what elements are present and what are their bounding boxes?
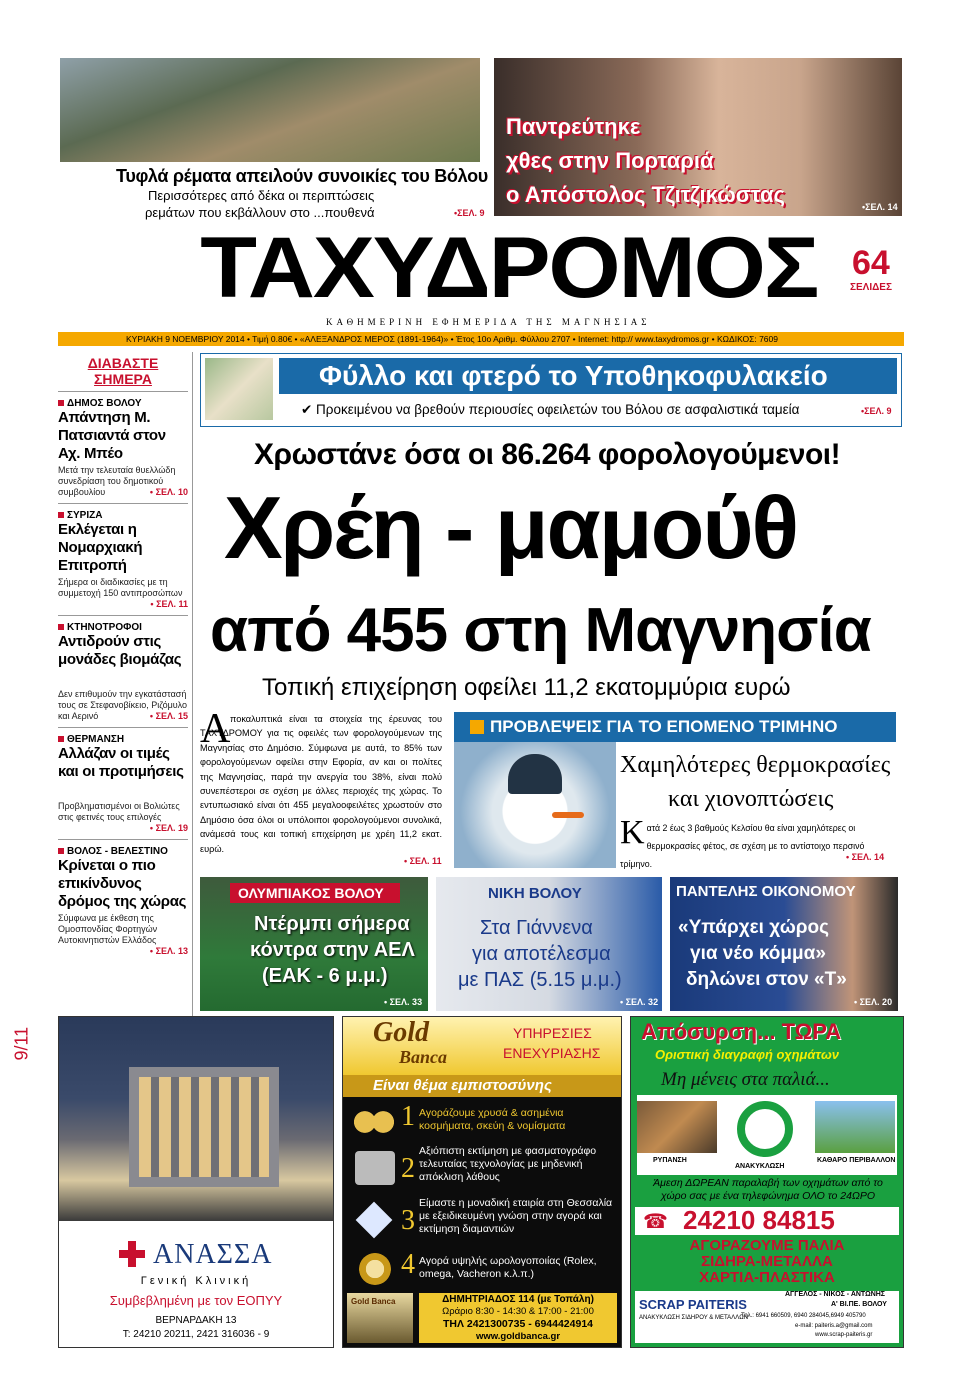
mortgage-title: Φύλλο και φτερό το Υποθηκοφυλακείο (319, 360, 828, 391)
money-photo (205, 358, 273, 420)
sidebar-item[interactable] (58, 510, 188, 609)
sidebar-item[interactable] (58, 622, 188, 721)
anassa-address: ΒΕΡΝΑΡΔΑΚΗ 13 (155, 1315, 237, 1326)
weather-text (620, 814, 892, 872)
scrap-buy-1: ΑΓΟΡΑΖΟΥΜΕ ΠΑΛΙΑ (689, 1237, 845, 1254)
ad-scrap[interactable] (630, 1016, 904, 1348)
gold-brand-2: Banca (399, 1047, 448, 1067)
gold-item-text: Αξιόπιστη εκτίμηση με φασματογράφο τελευταίας τεχνολογίας με μηδενική απόκλιση λάθους (419, 1145, 597, 1183)
anassa-phones: Τ: 24210 20211, 2421 316036 - 9 (122, 1329, 270, 1340)
sports-line-1: Στα Γιάννενα (480, 917, 593, 939)
lead-drop-cap: Α (200, 706, 231, 752)
scrap-buy-2: ΣΙΔΗΡΑ-ΜΕΤΑΛΛΑ (701, 1253, 833, 1270)
gold-item (347, 1103, 617, 1143)
gold-item (347, 1197, 617, 1247)
scrap-tel: Τηλ.: 6941 660509, 6940 284045,6949 405790 (741, 1313, 866, 1319)
scrap-graphic (637, 1095, 897, 1175)
gold-brand-1: Gold (373, 1017, 429, 1048)
info-bar (58, 332, 904, 346)
wedding-page-ref: •ΣΕΛ. 14 (862, 202, 898, 212)
sidebar-title: Κρίνεται ο πιο επικίνδυνος δρόμος της χώρας (58, 857, 187, 910)
weather-body: ατά 2 έως 3 βαθμούς Κελσίου θα είναι χαμηλότερες οι θερμοκρασίες φέτος, σε σχέση με το αντίστοιχο περσινό τρίμηνο. (620, 823, 865, 869)
snowman-photo (454, 742, 616, 868)
spectrometer-icon (355, 1151, 395, 1185)
snowman-nose (552, 812, 584, 818)
sidebar-title: Εκλέγεται η Νομαρχιακή Επιτροπή (58, 521, 143, 574)
coins-icon (351, 1107, 397, 1137)
sports-line-3: δηλώνει στον «Τ» (686, 969, 847, 990)
anassa-cross-icon (119, 1241, 145, 1267)
gold-shop-photo (347, 1293, 413, 1343)
sports-line-3: (ΕΑΚ - 6 μ.μ.) (262, 965, 388, 987)
weather-banner-text: ΠΡΟΒΛΕΨΕΙΣ ΓΙΑ ΤΟ ΕΠΟΜΕΝΟ ΤΡΙΜΗΝΟ (490, 717, 838, 736)
sidebar-ref: • ΣΕΛ. 15 (149, 711, 188, 721)
side-date: 9/11 (11, 1026, 32, 1061)
gold-item (347, 1145, 617, 1195)
gold-trust-bar (343, 1075, 621, 1097)
junk-car-photo (637, 1101, 717, 1153)
scrap-label-recycle: ΑΝΑΚΥΚΛΩΣΗ (735, 1163, 785, 1170)
sports-card[interactable] (200, 877, 428, 1011)
scrap-phone-bar (635, 1207, 899, 1235)
sports-ref: • ΣΕΛ. 32 (620, 997, 659, 1007)
lead-ref: • ΣΕΛ. 11 (404, 856, 442, 866)
sports-line-3: με ΠΑΣ (5.15 μ.μ.) (458, 969, 622, 991)
phone-icon: ☎ (643, 1211, 668, 1233)
sports-line-1: Ντέρμπι σήμερα (254, 913, 410, 935)
ad-gold-banca[interactable] (342, 1016, 622, 1348)
weather-box[interactable] (454, 712, 896, 868)
sidebar-text: Προβληματισμένοι οι Βολιώτες στις φετινές τους επιλογές (58, 801, 180, 822)
sidebar-kicker: ΣΥΡΙΖΑ (58, 510, 188, 521)
sports-ref: • ΣΕΛ. 33 (384, 997, 423, 1007)
top-left-story (60, 58, 488, 222)
weather-title-1: Χαμηλότερες θερμοκρασίες (620, 752, 891, 778)
sidebar-ref: • ΣΕΛ. 11 (150, 599, 188, 609)
scrap-company: SCRAP PAITERIS (639, 1297, 747, 1312)
gold-item-number: 4 (401, 1249, 415, 1280)
stream-photo (60, 58, 480, 162)
top-right-story (494, 58, 902, 216)
weather-ref: • ΣΕΛ. 14 (846, 852, 885, 862)
sidebar-ref: • ΣΕΛ. 13 (149, 946, 188, 956)
top-left-headline: Τυφλά ρέματα απειλούν συνοικίες του Βόλου (116, 166, 488, 186)
clean-env-photo (815, 1101, 895, 1153)
gold-services-2: ΕΝΕΧΥΡΙΑΣΗΣ (503, 1045, 601, 1061)
scrap-label-env: ΚΑΘΑΡΟ ΠΕΡΙΒΑΛΛΟΝ (817, 1157, 896, 1164)
sports-line-2: για αποτέλεσμα (472, 943, 611, 965)
mortgage-banner[interactable] (200, 353, 902, 427)
scrap-company-sub: ΑΝΑΚΥΚΛΩΣΗ ΣΙΔΗΡΟΥ & ΜΕΤΑΛΛΩΝ (639, 1315, 749, 1321)
scrap-footer (635, 1291, 899, 1343)
gold-item-number: 1 (401, 1101, 415, 1132)
gold-shop-sign: Gold Banca (351, 1297, 396, 1306)
gold-contact-box (419, 1293, 617, 1343)
pages-label: ΣΕΛΙΔΕΣ (850, 282, 892, 293)
mortgage-title-bar (279, 358, 897, 394)
mortgage-ref: •ΣΕΛ. 9 (861, 406, 892, 416)
weather-banner-square (470, 720, 484, 734)
sports-label: ΝΙΚΗ ΒΟΛΟΥ (488, 885, 582, 902)
wedding-line-1: Παντρεύτηκε (506, 114, 641, 139)
snowman-hat (508, 754, 562, 794)
gold-item-text: Αγοράζουμε χρυσά & ασημένια κοσμήματα, σκεύη & νομίσματα (419, 1107, 566, 1132)
sidebar-ref: • ΣΕΛ. 10 (149, 487, 188, 497)
wedding-line-2: χθες στην Πορταριά (506, 148, 714, 173)
scrap-buy-3: ΧΑΡΤΙΑ-ΠΛΑΣΤΙΚΑ (699, 1269, 835, 1286)
top-left-page-ref: •ΣΕΛ. 9 (454, 208, 485, 218)
gold-web: www.goldbanca.gr (475, 1331, 561, 1342)
sidebar-ref: • ΣΕΛ. 19 (149, 823, 188, 833)
gold-item-number: 2 (401, 1153, 415, 1184)
sidebar-item[interactable] (58, 398, 188, 497)
gold-phone: ΤΗΛ 2421300735 - 6944424914 (442, 1318, 594, 1330)
scrap-subtitle: Οριστική διαγραφή οχημάτων (655, 1047, 840, 1062)
lead-body (200, 706, 444, 867)
recycle-icon (737, 1101, 793, 1157)
wedding-line-3: ο Απόστολος Τζιτζικώστας (506, 182, 785, 207)
gold-item-text: Είμαστε η μοναδική εταιρία στη Θεσσαλία με εξειδικευμένη γνώση στην αγορά και εκτίμηση διαμαντιών (419, 1197, 613, 1235)
sidebar-text: Μετά την τελευταία θυελλώδη συνεδρίαση του δημοτικού συμβουλίου (58, 465, 176, 497)
lead-kicker: Χρωστάνε όσα οι 86.264 φορολογούμενοι! (254, 438, 841, 471)
sports-label: ΟΛΥΜΠΙΑΚΟΣ ΒΟΛΟΥ (238, 885, 384, 901)
weather-banner (454, 712, 896, 742)
scrap-offer: Άμεση ΔΩΡΕΑΝ παραλαβή των οχημάτων από το χώρο σας με ένα τηλεφώνημα ΟΛΟ το 24ΩΡΟ (653, 1177, 883, 1202)
scrap-email: e-mail: paiteris.a@gmail.com (795, 1323, 873, 1329)
scrap-slogan: Μη μένεις στα παλιά... (661, 1069, 830, 1090)
sidebar (58, 355, 188, 1015)
scrap-label-pollution: ΡΥΠΑΝΣΗ (653, 1157, 687, 1164)
sidebar-kicker: ΒΟΛΟΣ - ΒΕΛΕΣΤΙΝΟ (58, 846, 188, 857)
sidebar-kicker: ΘΕΡΜΑΝΣΗ (58, 734, 188, 745)
watch-icon (359, 1253, 391, 1285)
sidebar-text: Δεν επιθυμούν την εγκατάστασή τους σε Στεφανοβίκειο, Ριζόμυλο και Αερινό (58, 689, 188, 721)
sidebar-text: Σύμφωνα με έκθεση της Ομοσπονδίας Φορτηγών Αυτοκινητιστών Ελλάδος (58, 913, 158, 945)
sidebar-text: Σήμερα οι διαδικασίες με τη συμμετοχή 150 αντιπροσώπων (58, 577, 183, 598)
anassa-tagline: Γενική Κλινική (140, 1275, 252, 1287)
gold-trust: Είναι θέμα εμπιστοσύνης (373, 1077, 552, 1094)
info-bar-text: ΚΥΡΙΑΚΗ 9 ΝΟΕΜΒΡΙΟΥ 2014 • Τιμή 0.80€ • «ΑΛΕΞΑΝΔΡΟΣ ΜΕΡΟΣ (1891-1964)» • Έτος 10ο Αριθμ. Φύλλου 2707 • Internet: http:// www.taxydromos.gr • ΚΩΔΙΚΟΣ: 7609 (126, 334, 778, 344)
lead-deck: Τοπική επιχείρηση οφείλει 11,2 εκατομμύρια ευρώ (262, 674, 791, 701)
sports-label: ΠΑΝΤΕΛΗΣ ΟΙΚΟΝΟΜΟΥ (676, 883, 856, 900)
sports-card[interactable] (670, 877, 898, 1011)
scrap-phone: 24210 84815 (683, 1205, 835, 1235)
sidebar-title: Αλλάζαν οι τιμές και οι προτιμήσεις (58, 745, 184, 780)
masthead-subtitle: ΚΑΘΗΜΕΡΙΝΗ ΕΦΗΜΕΡΙΔΑ ΤΗΣ ΜΑΓΝΗΣΙΑΣ (326, 317, 651, 327)
sports-line-2: κόντρα στην ΑΕΛ (250, 939, 415, 961)
sports-line-1: «Υπάρχει χώρος (678, 917, 830, 938)
gold-item (347, 1251, 617, 1291)
anassa-brand: ΑΝΑΣΣΑ (153, 1239, 273, 1270)
lead-headline-1: Χρέη - μαμούθ (224, 478, 798, 577)
gold-item-number: 3 (401, 1205, 415, 1236)
anassa-contract: Συμβεβλημένη με τον ΕΟΠΥΥ (109, 1293, 283, 1308)
diamond-icon (356, 1202, 393, 1239)
masthead-title: ΤΑΧΥΔΡΟΜΟΣ (200, 220, 818, 316)
sidebar-kicker: ΔΗΜΟΣ ΒΟΛΟΥ (58, 398, 188, 409)
sidebar-item[interactable] (58, 734, 188, 833)
sports-ref: • ΣΕΛ. 20 (854, 997, 893, 1007)
gold-header (343, 1017, 621, 1075)
scrap-owners: ΑΓΓΕΛΟΣ - ΝΙΚΟΣ - ΑΝΤΩΝΗΣ (785, 1291, 886, 1298)
scrap-area: Α' ΒΙ.ΠΕ. ΒΟΛΟΥ (831, 1301, 887, 1308)
sidebar-divider (192, 352, 193, 1017)
scrap-web: www.scrap-paiteris.gr (815, 1332, 873, 1338)
gold-address: ΔΗΜΗΤΡΙΑΔΟΣ 114 (με Τοπάλη) (442, 1294, 594, 1305)
sidebar-item[interactable] (58, 846, 188, 956)
top-left-subtext-1: Περισσότερες από δέκα οι περιπτώσεις (148, 188, 375, 203)
top-left-subtext-2: ρεμάτων που εκβάλλουν στο ...πουθενά (145, 205, 375, 220)
weather-title-2: και χιονοπτώσεις (668, 786, 834, 812)
pages-number: 64 (852, 244, 890, 282)
sidebar-title: Αντιδρούν στις μονάδες βιομάζας (58, 633, 182, 668)
lead-headline-2: από 455 στη Μαγνησία (210, 596, 871, 665)
sports-line-2: για νέο κόμμα» (690, 943, 826, 964)
gold-item-text: Αγορά υψηλής ωρολογοποιίας (Rolex, omega, Vacheron κ.λ.π.) (419, 1255, 597, 1280)
clinic-photo (59, 1017, 333, 1221)
sidebar-header: ΔΙΑΒΑΣΤΕ ΣΗΜΕΡΑ (87, 355, 159, 387)
lead-body-text: ποκαλυπτικά είναι τα στοιχεία της έρευνας του ΤΑΧΥΔΡΟΜΟΥ για τις οφειλές των φορολογούμενων της Μαγνησίας στο Δημόσιο. Σύμφωνα με αυτά, το 85% των φορολογούμενων οφείλει στην Εφορία, αν και οι πολίτες της Μαγνησίας, παρά την ανεργία του 38%, είναι πολύ συνεπέστεροι σε σχέση με άλλες περιοχές της χώρας. Το εντυπωσιακό είναι ότι 455 μεγαλοοφειλέτες χρωστούν στο Δημόσιο όσα όλοι οι υπόλοιποι φορολογούμενοι συνολικά, ανάμεσά τους και τοπική επιχείρηση με χρέη 11,2 εκατ. ευρώ. (200, 714, 442, 854)
building-windows (139, 1077, 269, 1177)
scrap-title: Απόσυρση... ΤΩΡΑ (641, 1019, 842, 1044)
sports-card[interactable] (436, 877, 662, 1011)
mortgage-subtitle: ✔ Προκειμένου να βρεθούν περιουσίες οφειλετών του Βόλου σε ασφαλιστικά ταμεία (301, 402, 800, 417)
gold-hours: Ωράριο 8:30 - 14:30 & 17:00 - 21:00 (442, 1306, 594, 1317)
sidebar-kicker: ΚΤΗΝΟΤΡΟΦΟΙ (58, 622, 188, 633)
weather-drop-cap: Κ (620, 814, 645, 851)
sidebar-title: Απάντηση Μ. Πατσιαντά στον Αχ. Μπέο (58, 409, 166, 462)
gold-services-1: ΥΠΗΡΕΣΙΕΣ (513, 1025, 592, 1041)
ad-anassa[interactable] (58, 1016, 334, 1348)
